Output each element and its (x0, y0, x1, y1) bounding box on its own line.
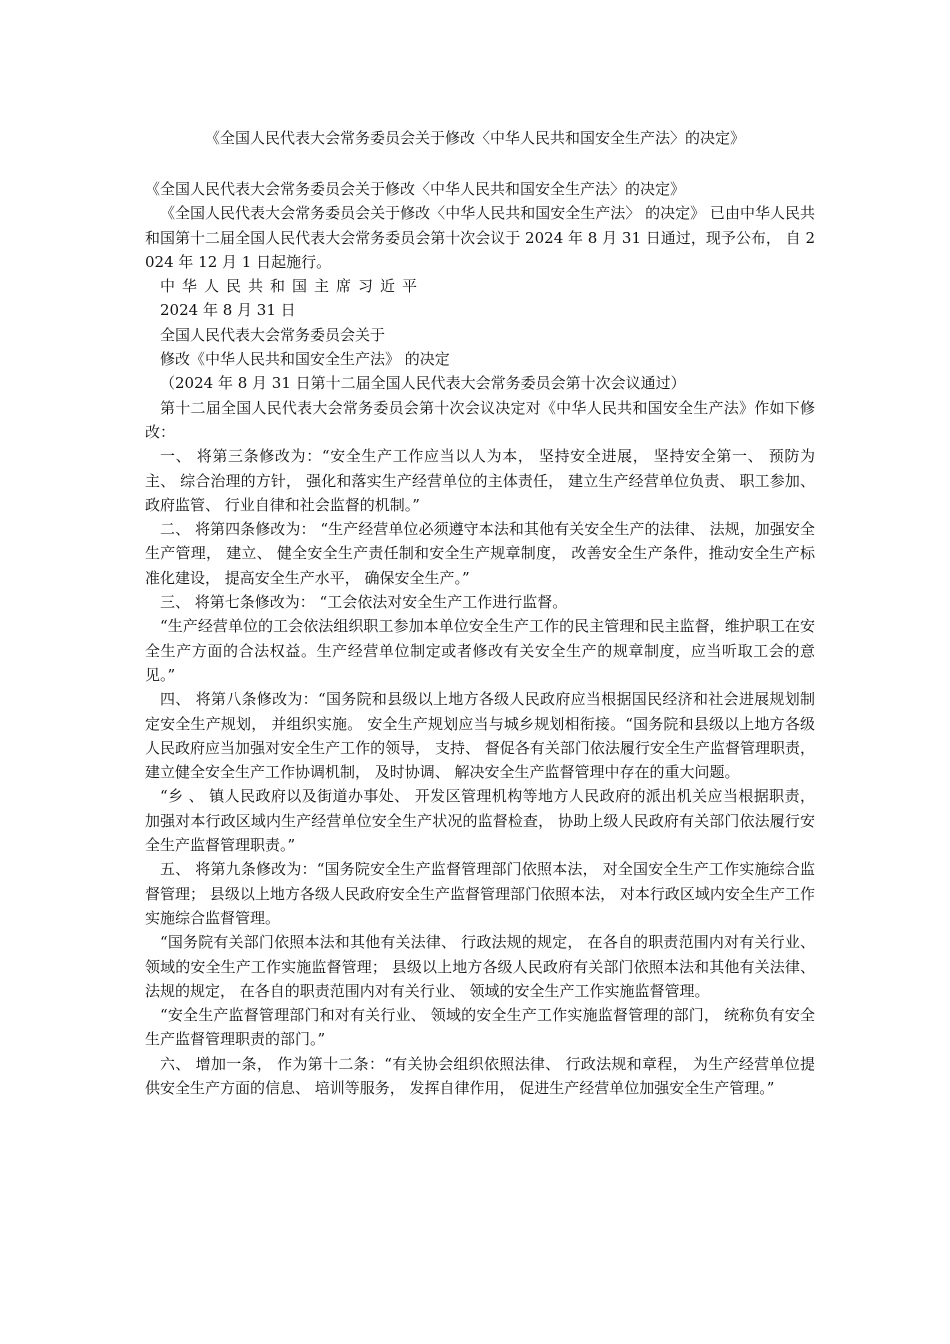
paragraph-date: 2024 年 8 月 31 日 (160, 301, 296, 320)
paragraph-item-4: 四、 将第八条修改为：“国务院和县级以上地方各级人民政府应当根据国民经济和社会进展规划制定安全生产规划， 并组织实施。 安全生产规划应当与城乡规划相衔接。“国务院和县级以上地方各级人民政府应当加强对安全生产工作的领导， 支持、 督促各有关部门依法履行安全生产监督管理职责， 建立健全安全生产工作协调机制， 及时协调、 解决安全生产监督管理中存在的重大问题。 (145, 690, 815, 782)
paragraph-item-4-cont: “乡 、 镇人民政府以及街道办事处、 开发区管理机构等地方人民政府的派出机关应当根据职责， 加强对本行政区域内生产经营单位安全生产状况的监督检查， 协助上级人民政府有关部门依法履行安全生产监督管理职责。” (145, 787, 815, 855)
document-body (145, 177, 815, 1100)
paragraph-item-1: 一、 将第三条修改为：“安全生产工作应当以人为本， 坚持安全进展， 坚持安全第一、 预防为主、 综合治理的方针， 强化和落实生产经营单位的主体责任， 建立生产经营单位负责、 职工参加、 政府监管、 行业自律和社会监督的机制。” (145, 447, 815, 514)
paragraph-item-3: 三、 将第七条修改为： “工会依法对安全生产工作进行监督。 (160, 593, 568, 612)
paragraph-heading: 《全国人民代表大会常务委员会关于修改〈中华人民共和国安全生产法〉的决定》 (145, 180, 686, 198)
paragraph-item-2: 二、 将第四条修改为： “生产经营单位必须遵守本法和其他有关安全生产的法律、 法规，加强安全生产管理， 建立、 健全安全生产责任制和安全生产规章制度， 改善安全生产条件，推动安全生产标准化建设， 提高安全生产水平， 确保安全生产。” (145, 520, 815, 587)
paragraph-item-5-cont-2: “安全生产监督管理部门和对有关行业、 领域的安全生产工作实施监督管理的部门， 统称负有安全生产监督管理职责的部门。” (145, 1006, 815, 1049)
paragraph-announcement: 《全国人民代表大会常务委员会关于修改〈中华人民共和国安全生产法〉 的决定》 已由中华人民共和国第十二届全国人民代表大会常务委员会第十次会议于 2024 年 8 月 31 日通过，现予公布， 自 2024 年 12 月 1 日起施行。 (145, 204, 815, 271)
paragraph-signature: 中华人民共和国主席习近平 (160, 277, 425, 296)
paragraph-decision-title-2: 修改《中华人民共和国安全生产法》 的决定 (160, 350, 450, 369)
paragraph-item-6: 六、 增加一条， 作为第十二条：“有关协会组织依照法律、 行政法规和章程， 为生产经营单位提供安全生产方面的信息、 培训等服务， 发挥自律作用， 促进生产经营单位加强安全生产管理。” (145, 1054, 815, 1097)
paragraph-decision-title-1: 全国人民代表大会常务委员会关于 (160, 325, 386, 344)
paragraph-item-3-cont: “生产经营单位的工会依法组织职工参加本单位安全生产工作的民主管理和民主监督，维护职工在安全生产方面的合法权益。生产经营单位制定或者修改有关安全生产的规章制度，应当听取工会的意见。” (145, 617, 815, 684)
paragraph-item-5: 五、 将第九条修改为：“国务院安全生产监督管理部门依照本法， 对全国安全生产工作实施综合监督管理； 县级以上地方各级人民政府安全生产监督管理部门依照本法， 对本行政区域内安全生产工作实施综合监督管理。 (145, 860, 815, 927)
paragraph-item-5-cont-1: “国务院有关部门依照本法和其他有关法律、 行政法规的规定， 在各自的职责范围内对有关行业、 领域的安全生产工作实施监督管理； 县级以上地方各级人民政府有关部门依照本法和其他有关法律、 法规的规定， 在各自的职责范围内对有关行业、 领域的安全生产工作实施监督管理。 (145, 933, 815, 1000)
paragraph-intro: 第十二届全国人民代表大会常务委员会第十次会议决定对《中华人民共和国安全生产法》作如下修改： (145, 398, 815, 441)
document-title: 《全国人民代表大会常务委员会关于修改〈中华人民共和国安全生产法〉的决定》 (204, 129, 745, 147)
paragraph-adoption-note: （2024 年 8 月 31 日第十二届全国人民代表大会常务委员会第十次会议通过） (160, 374, 686, 393)
